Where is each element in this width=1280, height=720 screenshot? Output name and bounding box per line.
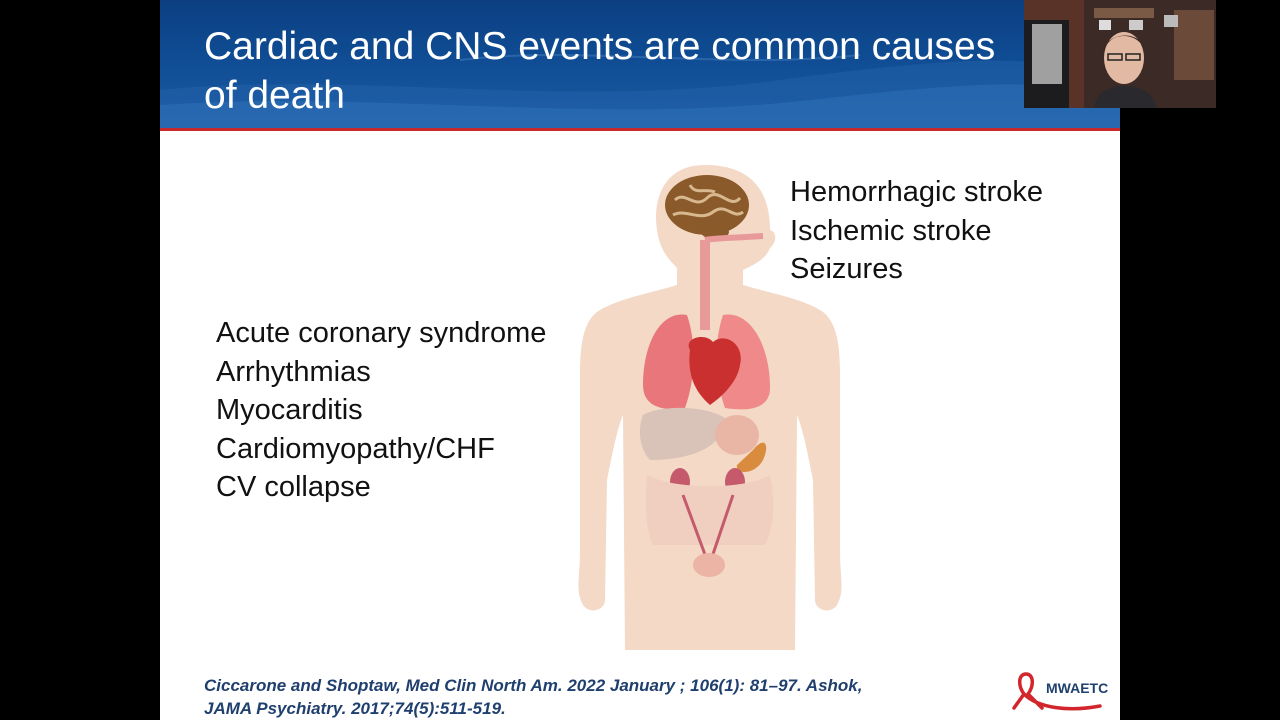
citation-line-1: Ciccarone and Shoptaw, Med Clin North Am. 2022 January ; 106(1): 81–97. Ashok, xyxy=(204,676,863,695)
cardiac-event-item: Arrhythmias xyxy=(216,355,371,388)
cardiac-event-item: CV collapse xyxy=(216,471,371,503)
cardiac-event-item: Acute coronary syndrome xyxy=(216,317,547,349)
cardiac-event-item: Cardiomyopathy/CHF xyxy=(216,432,495,465)
cns-events-list xyxy=(790,173,1043,289)
cardiac-events-list xyxy=(216,314,546,507)
citation xyxy=(204,674,984,720)
slide-title xyxy=(204,22,1104,120)
logo-text: MWAETC xyxy=(1046,680,1109,696)
cardiac-event-item: Myocarditis xyxy=(216,394,363,426)
title-band xyxy=(160,0,1120,128)
cns-event-item: Ischemic stroke xyxy=(790,214,992,247)
presenter-webcam-video xyxy=(1024,0,1216,108)
citation-line-2: JAMA Psychiatry. 2017;74(5):511-519. xyxy=(204,699,506,718)
presentation-slide xyxy=(160,0,1120,720)
cns-event-item: Seizures xyxy=(790,253,903,285)
cns-event-item: Hemorrhagic stroke xyxy=(790,176,1044,208)
bladder xyxy=(693,553,725,577)
stomach xyxy=(715,415,759,455)
slide-title-line-2: of death xyxy=(204,74,345,117)
title-divider xyxy=(160,128,1120,131)
slide-title-line-1: Cardiac and CNS events are common causes xyxy=(204,25,996,68)
